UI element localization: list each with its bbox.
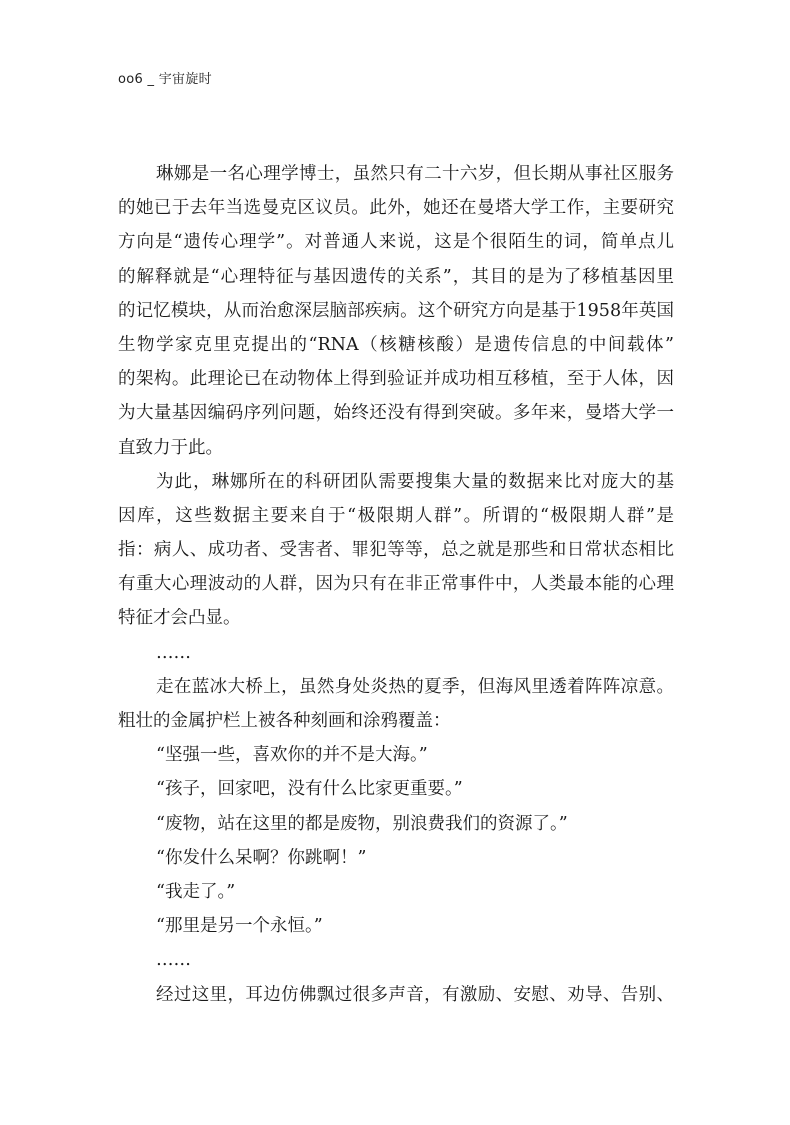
text-line: “那里是另一个永恒。” bbox=[156, 916, 323, 937]
text-line: 有重大心理波动的人群，因为只有在非正常事件中，人类最本能的心理 bbox=[118, 574, 674, 595]
running-header: oo6 _ 宇宙旋时 bbox=[118, 72, 212, 87]
text-line: 因库，这些数据主要来自于“极限期人群”。所谓的“极限期人群”是 bbox=[118, 505, 674, 526]
text-line: 的记忆模块，从而治愈深层脑部疾病。这个研究方向是基于1958年英国 bbox=[118, 300, 674, 321]
text-line: “孩子，回家吧，没有什么比家更重要。” bbox=[156, 779, 463, 800]
text-line: …… bbox=[156, 642, 191, 663]
text-line: …… bbox=[156, 950, 191, 971]
text-line: 粗壮的金属护栏上被各种刻画和涂鸦覆盖： bbox=[118, 711, 451, 731]
text-line: 的架构。此理论已在动物体上得到验证并成功相互移植，至于人体，因 bbox=[118, 369, 674, 390]
text-line: 为此，琳娜所在的科研团队需要搜集大量的数据来比对庞大的基 bbox=[156, 471, 674, 492]
text-line: 指：病人、成功者、受害者、罪犯等等，总之就是那些和日常状态相比 bbox=[118, 540, 674, 561]
text-line: 经过这里，耳边仿佛飘过很多声音，有激励、安慰、劝导、告别、 bbox=[156, 984, 674, 1005]
body-text bbox=[118, 157, 674, 1012]
text-line: 琳娜是一名心理学博士，虽然只有二十六岁，但长期从事社区服务 bbox=[156, 164, 674, 184]
text-line: 的她已于去年当选曼克区议员。此外，她还在曼塔大学工作，主要研究 bbox=[118, 198, 674, 219]
text-line: 生物学家克里克提出的“RNA（核糖核酸）是遗传信息的中间载体” bbox=[118, 334, 674, 355]
text-line: 方向是“遗传心理学”。对普通人来说，这是个很陌生的词，简单点儿 bbox=[118, 232, 674, 253]
text-line: “我走了。” bbox=[156, 881, 236, 902]
text-line: 为大量基因编码序列问题，始终还没有得到突破。多年来，曼塔大学一 bbox=[118, 403, 674, 424]
text-line: 特征才会凸显。 bbox=[118, 608, 241, 629]
text-line: “你发什么呆啊？你跳啊！” bbox=[156, 847, 367, 868]
text-line: 的解释就是“心理特征与基因遗传的关系”，其目的是为了移植基因里 bbox=[118, 266, 674, 287]
text-line: “废物，站在这里的都是废物，别浪费我们的资源了。” bbox=[156, 813, 568, 834]
text-line: 直致力于此。 bbox=[118, 437, 223, 458]
text-line: “坚强一些，喜欢你的并不是大海。” bbox=[156, 745, 428, 766]
text-line: 走在蓝冰大桥上，虽然身处炎热的夏季，但海风里透着阵阵凉意。 bbox=[156, 676, 674, 697]
